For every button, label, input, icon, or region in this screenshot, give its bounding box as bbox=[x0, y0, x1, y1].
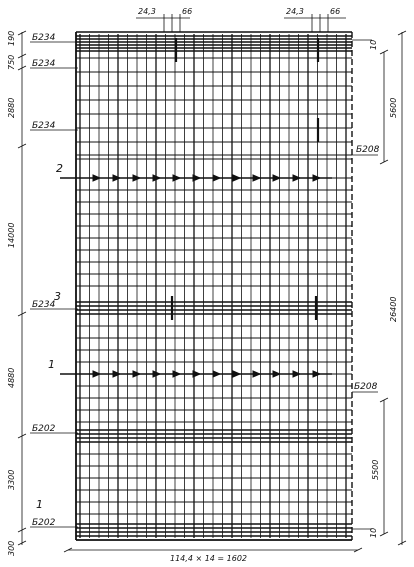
arrow-head-icon bbox=[113, 371, 120, 377]
arrow-head-icon bbox=[253, 175, 260, 181]
dim-750: 750 bbox=[7, 54, 16, 70]
dim-5500: 5500 bbox=[371, 459, 380, 480]
callout-left-spacing-a: 24,3 bbox=[138, 7, 156, 16]
dim-300: 300 bbox=[7, 540, 16, 556]
section-mark-2: 2 bbox=[56, 162, 63, 175]
section-mark-1-bottom: 1 bbox=[36, 498, 43, 511]
arrow-head-icon bbox=[293, 371, 300, 377]
arrow-head-icon bbox=[113, 175, 120, 181]
label-b234-4: Б234 bbox=[32, 300, 56, 310]
label-b202-2: Б202 bbox=[32, 518, 56, 528]
callout-right-spacing-b: 66 bbox=[330, 7, 341, 16]
label-b234-3: Б234 bbox=[32, 121, 56, 131]
arrow-head-icon bbox=[133, 175, 140, 181]
arrow-head-icon bbox=[273, 371, 280, 377]
dim-190: 190 bbox=[7, 30, 16, 46]
dim-10-top: 10 bbox=[369, 39, 378, 50]
section-arrows bbox=[60, 175, 332, 377]
arrow-head-icon bbox=[273, 175, 280, 181]
dim-4880: 4880 bbox=[7, 367, 16, 388]
dim-26400: 26400 bbox=[389, 296, 398, 322]
arrow-head-icon bbox=[233, 175, 240, 181]
callout-right-spacing-a: 24,3 bbox=[286, 7, 304, 16]
arrow-head-icon bbox=[193, 371, 200, 377]
label-b208-1: Б208 bbox=[356, 145, 380, 155]
section-mark-1: 1 bbox=[48, 358, 55, 371]
arrow-head-icon bbox=[313, 371, 320, 377]
arrow-head-icon bbox=[313, 175, 320, 181]
arrow-head-icon bbox=[213, 175, 220, 181]
arrow-head-icon bbox=[293, 175, 300, 181]
dim-2880: 2880 bbox=[7, 97, 16, 118]
arrow-head-icon bbox=[173, 371, 180, 377]
reinforcement-grid bbox=[76, 32, 352, 540]
label-b202-1: Б202 bbox=[32, 424, 56, 434]
dim-10-bottom: 10 bbox=[369, 527, 378, 538]
arrow-head-icon bbox=[233, 371, 240, 377]
dim-5600: 5600 bbox=[389, 97, 398, 118]
arrow-head-icon bbox=[213, 371, 220, 377]
arrow-head-icon bbox=[173, 175, 180, 181]
arrow-head-icon bbox=[133, 371, 140, 377]
callout-left-spacing-b: 66 bbox=[182, 7, 193, 16]
section-mark-3: 3 bbox=[54, 290, 61, 303]
arrow-head-icon bbox=[193, 175, 200, 181]
dim-bottom-spacing: 114,4 × 14 = 1602 bbox=[170, 554, 248, 563]
arrow-head-icon bbox=[253, 371, 260, 377]
dim-3300: 3300 bbox=[7, 469, 16, 490]
dim-14000: 14000 bbox=[7, 222, 16, 248]
label-b234-2: Б234 bbox=[32, 59, 56, 69]
label-b208-2: Б208 bbox=[354, 382, 378, 392]
label-b234-1: Б234 bbox=[32, 33, 56, 43]
